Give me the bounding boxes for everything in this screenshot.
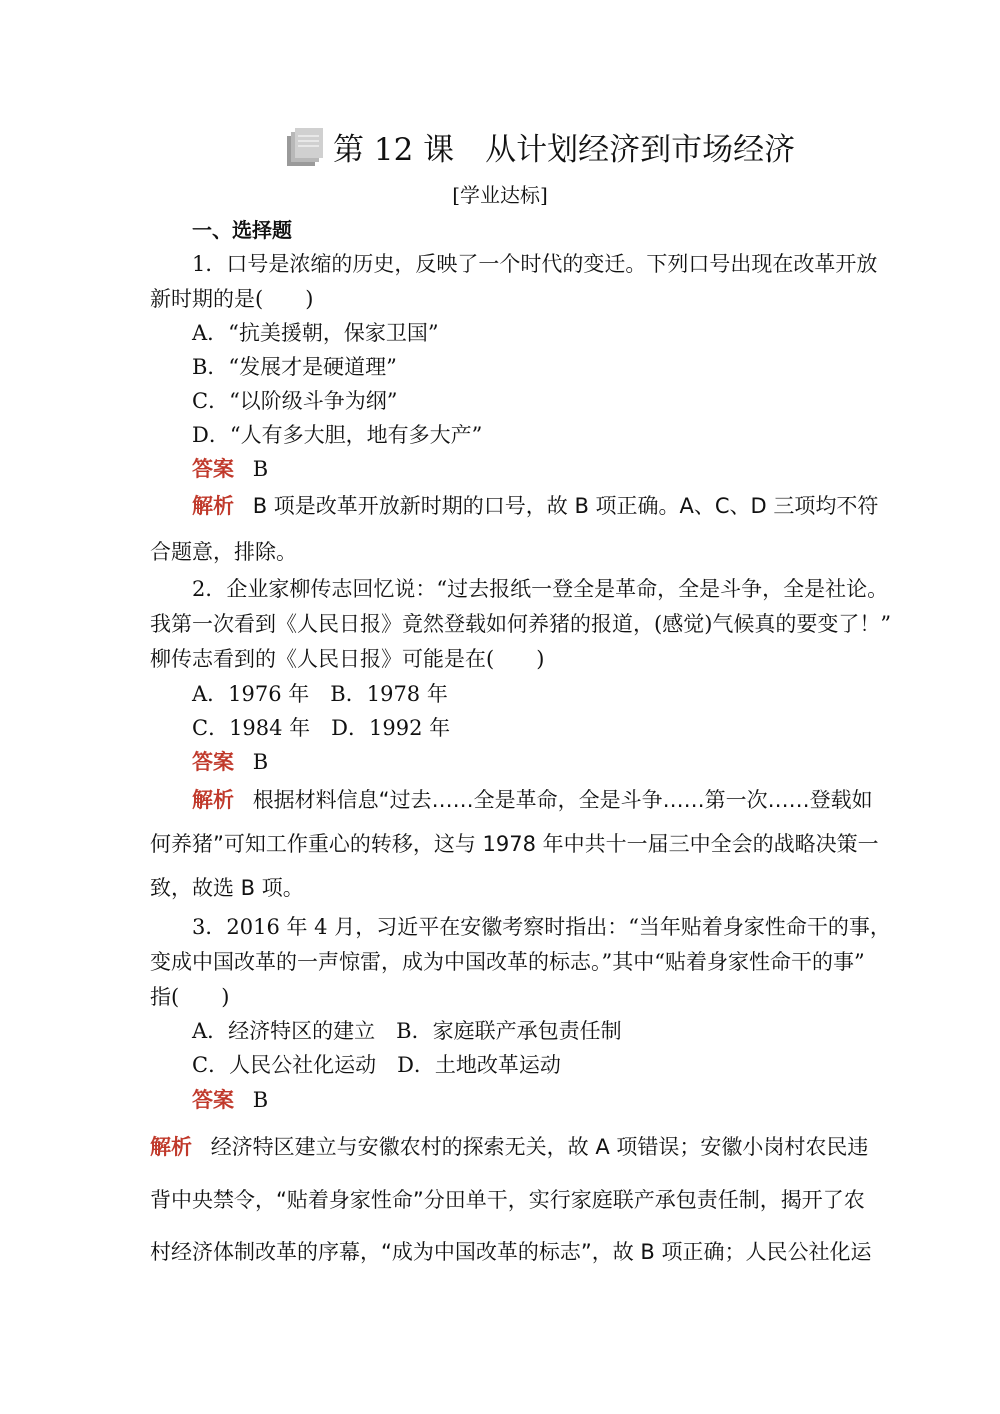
q3-options-line1: A．经济特区的建立 B．家庭联产承包责任制 bbox=[192, 1019, 622, 1043]
q2-stem-line3: 柳传志看到的《人民日报》可能是在( ) bbox=[150, 647, 545, 671]
analysis-label: 解析 bbox=[192, 788, 234, 812]
q1-stem-line1: 1．口号是浓缩的历史，反映了一个时代的变迁。下列口号出现在改革开放 bbox=[192, 252, 878, 276]
q3-stem-line1: 3．2016 年 4 月，习近平在安徽考察时指出：“当年贴着身家性命干的事， bbox=[192, 915, 891, 939]
section-heading: 一、选择题 bbox=[192, 218, 292, 242]
q3-analysis-line3: 村经济体制改革的序幕，“成为中国改革的标志”，故 B 项正确；人民公社化运 bbox=[150, 1240, 872, 1264]
q2-stem-line1: 2．企业家柳传志回忆说：“过去报纸一登全是革命，全是斗争，全是社论。 bbox=[192, 577, 889, 601]
answer-value: B bbox=[252, 457, 269, 481]
lesson-title-text: 第 12 课 从计划经济到市场经济 bbox=[333, 132, 796, 168]
q3-analysis-line1 bbox=[150, 1133, 868, 1161]
q3-options-line2: C．人民公社化运动 D．土地改革运动 bbox=[192, 1053, 561, 1077]
q2-analysis-line3: 致，故选 B 项。 bbox=[150, 876, 304, 900]
answer-label: 答案 bbox=[192, 750, 234, 774]
answer-value: B bbox=[252, 750, 269, 774]
q3-answer bbox=[192, 1086, 268, 1114]
analysis-label: 解析 bbox=[150, 1135, 192, 1159]
q2-answer bbox=[192, 748, 268, 776]
analysis-label: 解析 bbox=[192, 494, 234, 518]
analysis-text: 根据材料信息“过去……全是革命，全是斗争……第一次……登载如 bbox=[252, 788, 873, 812]
q3-analysis-line2: 背中央禁令，“贴着身家性命”分田单干，实行家庭联产承包责任制，揭开了农 bbox=[150, 1188, 865, 1212]
q1-option-a: A．“抗美援朝，保家卫国” bbox=[192, 321, 439, 345]
answer-value: B bbox=[252, 1088, 269, 1112]
book-icon bbox=[285, 128, 325, 168]
analysis-text: 经济特区建立与安徽农村的探索无关，故 A 项错误；安徽小岗村农民违 bbox=[210, 1135, 869, 1159]
q1-answer bbox=[192, 455, 268, 483]
q1-stem-line2: 新时期的是( ) bbox=[150, 287, 314, 311]
q1-analysis-line1 bbox=[192, 492, 878, 520]
q2-stem-line2: 我第一次看到《人民日报》竟然登载如何养猪的报道，(感觉)气候真的要变了！” bbox=[150, 612, 892, 636]
q1-option-b: B．“发展才是硬道理” bbox=[192, 355, 397, 379]
answer-label: 答案 bbox=[192, 1088, 234, 1112]
q2-options-line2: C．1984 年 D．1992 年 bbox=[192, 716, 451, 740]
q2-analysis-line2: 何养猪”可知工作重心的转移，这与 1978 年中共十一届三中全会的战略决策一 bbox=[150, 832, 879, 856]
q1-option-d: D．“人有多大胆，地有多大产” bbox=[192, 423, 483, 447]
answer-label: 答案 bbox=[192, 457, 234, 481]
q1-option-c: C．“以阶级斗争为纲” bbox=[192, 389, 398, 413]
q2-analysis-line1 bbox=[192, 786, 873, 814]
q3-stem-line3: 指( ) bbox=[150, 985, 230, 1009]
section-subtitle: [学业达标] bbox=[452, 183, 548, 207]
q1-analysis-line2: 合题意，排除。 bbox=[150, 540, 297, 564]
q2-options-line1: A．1976 年 B．1978 年 bbox=[192, 682, 448, 706]
q3-stem-line2: 变成中国改革的一声惊雷，成为中国改革的标志。”其中“贴着身家性命干的事” bbox=[150, 950, 865, 974]
analysis-text: B 项是改革开放新时期的口号，故 B 项正确。A、C、D 三项均不符 bbox=[252, 494, 879, 518]
